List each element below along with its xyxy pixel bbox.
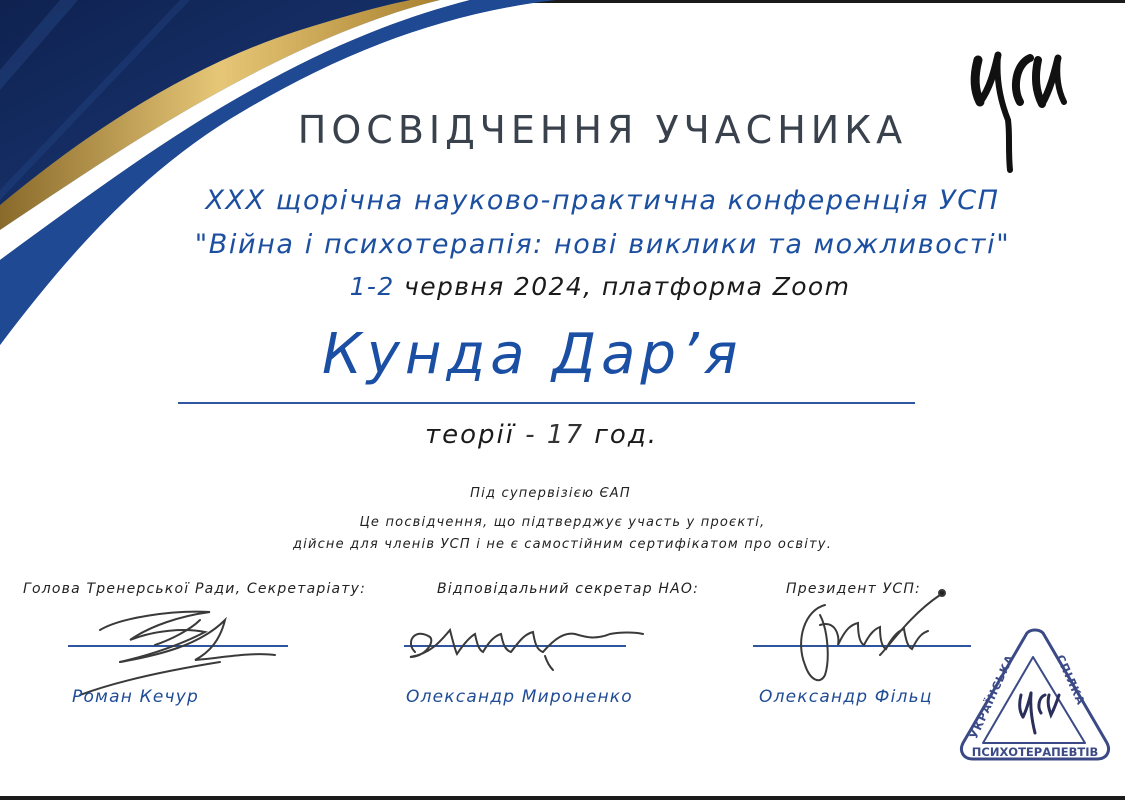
hours-value: - 17	[515, 420, 595, 450]
date-location: червня 2024, платформа Zoom	[394, 272, 851, 301]
conference-title: XXX щорічна науково-практична конференція УСП	[205, 185, 1000, 216]
certificate-title: ПОСВІДЧЕННЯ УЧАСНИКА	[297, 108, 908, 152]
signatory-name-3: Олександр Фільц	[759, 687, 933, 707]
signatory-role-1: Голова Тренерської Ради, Секретаріату:	[23, 581, 367, 597]
hours-info	[425, 420, 658, 450]
corner-swoosh-decoration	[0, 0, 560, 360]
hours-label: теорії	[425, 420, 515, 450]
seal-icon	[955, 625, 1115, 775]
signature-2-icon	[395, 612, 655, 672]
bottom-border	[0, 796, 1125, 800]
conference-theme: "Війна і психотерапія: нові виклики та можливості"	[194, 229, 1011, 260]
seal-text-bottom: ПСИХОТЕРАПЕВТІВ	[971, 745, 1099, 759]
hours-unit: год.	[594, 420, 659, 450]
signatory-role-3: Президент УСП:	[786, 581, 921, 597]
participant-name: Кунда Дар’я	[322, 322, 743, 387]
seal-text-left: УКРАЇНСЬКА	[967, 652, 1017, 741]
signatory-name-2: Олександр Мироненко	[406, 687, 633, 707]
date-range: 1-2	[349, 272, 395, 301]
signatory-name-1: Роман Кечур	[72, 687, 200, 707]
disclaimer-line-1: Це посвідчення, що підтверджує участь у проєкті,	[359, 515, 766, 530]
signatory-role-2: Відповідальний секретар НАО:	[437, 581, 700, 597]
signature-1-icon	[60, 600, 290, 700]
conference-date	[0, 272, 1125, 301]
usp-logo-icon	[960, 30, 1070, 175]
name-underline	[178, 402, 915, 404]
disclaimer-line-2: дійсне для членів УСП і не є самостійним сертифікатом про освіту.	[292, 537, 833, 552]
signature-3-icon	[780, 585, 950, 690]
seal-text-right: СПІЛКА	[1053, 652, 1088, 708]
supervision-note: Під супервізією ЄАП	[470, 486, 631, 501]
